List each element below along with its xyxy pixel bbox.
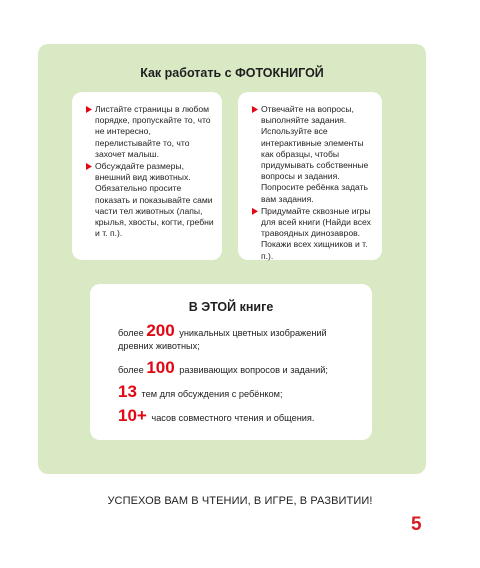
tip-item bbox=[252, 104, 374, 205]
stat-prefix: более bbox=[118, 328, 144, 338]
tip-text: Обсуждайте размеры, внешний вид животных. Обязательно просите показать и показывайте сами части тел животных (лапы, крылья, хвосты, когти, гребни и т. п.). bbox=[95, 161, 214, 239]
red-triangle-bullet-icon bbox=[252, 208, 258, 215]
stat-text: уникальных цветных изображений древних животных; bbox=[118, 328, 327, 351]
stat-line bbox=[118, 382, 364, 401]
tips-card-right bbox=[238, 92, 382, 260]
stat-text: развивающих вопросов и заданий; bbox=[179, 365, 328, 375]
stats-list bbox=[118, 321, 364, 433]
stat-number: 200 bbox=[146, 321, 175, 340]
stat-number: 13 bbox=[118, 382, 137, 401]
red-triangle-bullet-icon bbox=[86, 163, 92, 170]
red-triangle-bullet-icon bbox=[252, 106, 258, 113]
tip-item bbox=[252, 206, 374, 262]
tip-item bbox=[86, 161, 214, 239]
tip-text: Придумайте сквозные игры для всей книги (Найди всех травоядных динозавров. Покажи всех хищников и т. п.). bbox=[261, 205, 371, 261]
stats-title: В ЭТОЙ книге bbox=[188, 300, 274, 314]
footer-slogan: УСПЕХОВ ВАМ В ЧТЕНИИ, В ИГРЕ, В РАЗВИТИИ! bbox=[107, 495, 373, 507]
stat-number: 10+ bbox=[118, 406, 147, 425]
stat-line bbox=[118, 358, 364, 377]
stat-text: часов совместного чтения и общения. bbox=[151, 413, 315, 423]
stat-prefix: более bbox=[118, 365, 144, 375]
panel-title: Как работать с ФОТОКНИГОЙ bbox=[140, 66, 324, 80]
instructions-panel bbox=[38, 44, 426, 474]
stat-number: 100 bbox=[146, 358, 175, 377]
tips-card-left bbox=[72, 92, 222, 260]
tip-item bbox=[86, 104, 214, 160]
stat-line bbox=[118, 321, 364, 353]
tip-text: Отвечайте на вопросы, выполняйте задания. Используйте все интерактивные элементы как образцы, чтобы придумывать собственные вопросы и задания. Попросите ребёнка задать вам задания. bbox=[261, 104, 369, 204]
stat-line bbox=[118, 406, 364, 425]
tip-text: Листайте страницы в любом порядке, пропускайте то, что не интересно, перелистывайте то, что захочет малыш. bbox=[95, 104, 211, 159]
stat-text: тем для обсуждения с ребёнком; bbox=[141, 389, 283, 399]
book-stats-card bbox=[90, 284, 372, 440]
red-triangle-bullet-icon bbox=[86, 106, 92, 113]
page-number: 5 bbox=[411, 514, 422, 535]
